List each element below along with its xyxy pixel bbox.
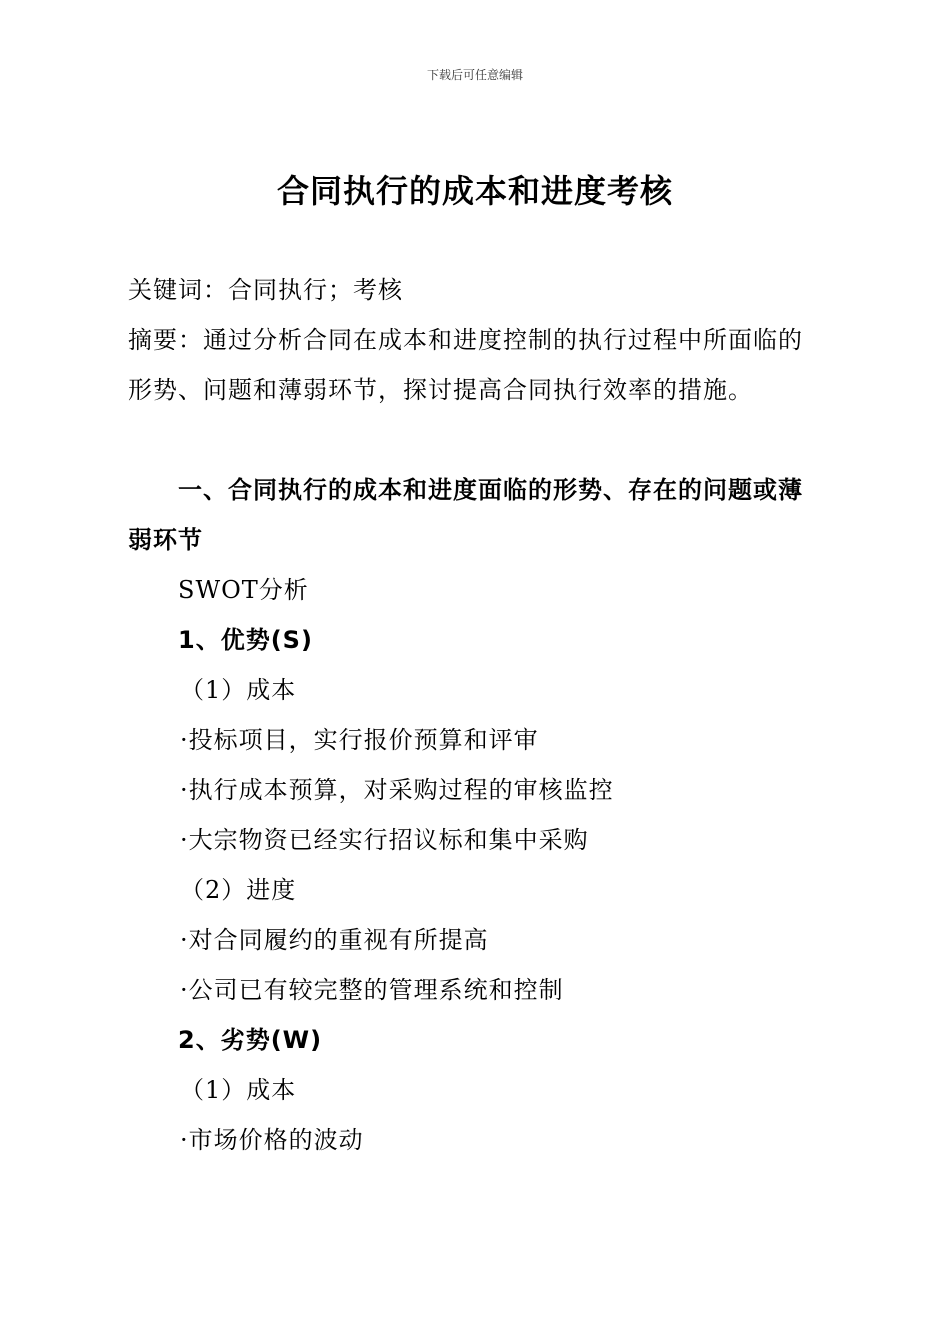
swot-label: SWOT分析	[178, 576, 309, 604]
subheading-weaknesses: 2、劣势(W)	[178, 1026, 323, 1054]
abstract-line-1: 摘要：通过分析合同在成本和进度控制的执行过程中所面临的	[128, 326, 803, 354]
bullet-item: ·大宗物资已经实行招议标和集中采购	[180, 826, 589, 854]
section-heading-line-1: 一、合同执行的成本和进度面临的形势、存在的问题或薄	[178, 476, 803, 504]
section-heading-line-2: 弱环节	[128, 526, 203, 554]
bullet-item: ·公司已有较完整的管理系统和控制	[180, 976, 564, 1004]
item-progress: （2）进度	[180, 876, 297, 904]
item-cost-2: （1）成本	[180, 1076, 297, 1104]
abstract-line-2: 形势、问题和薄弱环节，探讨提高合同执行效率的措施。	[128, 376, 753, 404]
bullet-item: ·市场价格的波动	[180, 1126, 364, 1154]
subheading-strengths: 1、优势(S)	[178, 626, 313, 654]
document-title: 合同执行的成本和进度考核	[276, 172, 673, 210]
bullet-item: ·投标项目，实行报价预算和评审	[180, 726, 539, 754]
bullet-item: ·执行成本预算，对采购过程的审核监控	[180, 776, 614, 804]
bullet-item: ·对合同履约的重视有所提高	[180, 926, 489, 954]
header-note: 下载后可任意编辑	[426, 68, 523, 82]
keywords-line: 关键词：合同执行；考核	[128, 276, 403, 304]
item-cost-1: （1）成本	[180, 676, 297, 704]
